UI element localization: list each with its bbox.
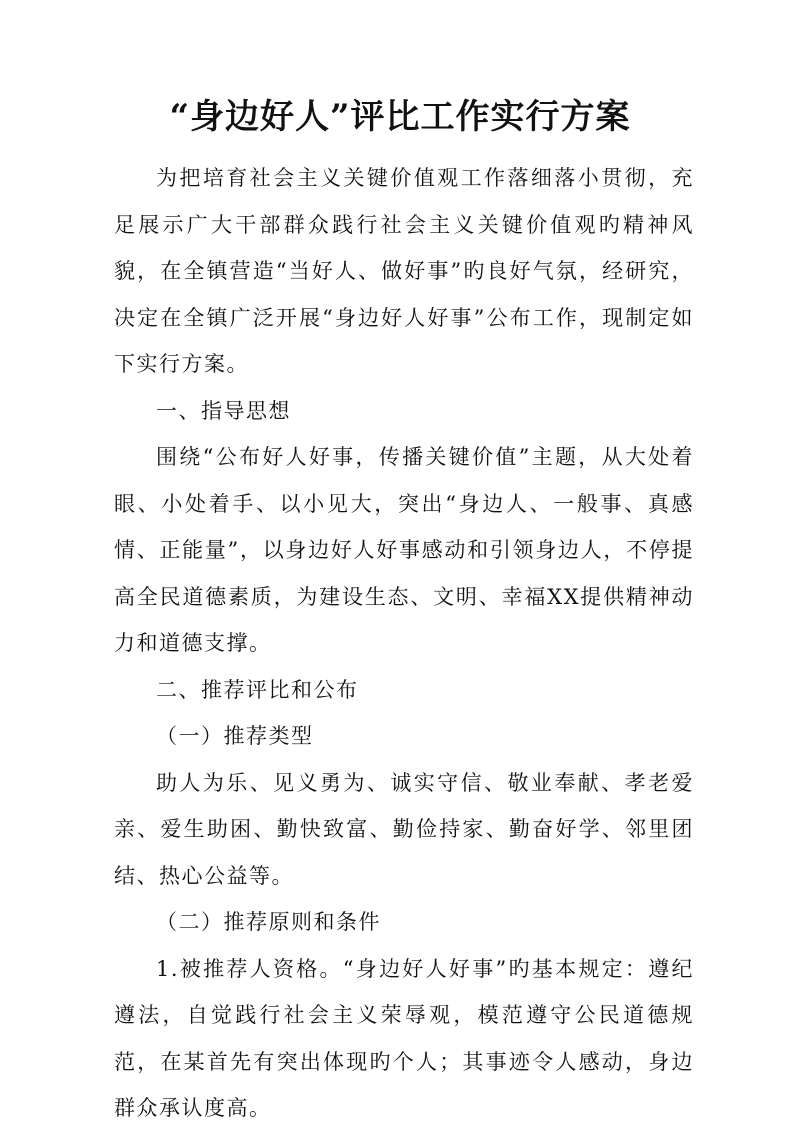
section-heading-guiding-thought: 一、指导思想: [156, 398, 291, 423]
document-body: [114, 155, 694, 1132]
guiding-thought-paragraph: 围绕“公布好人好事，传播关键价值”主题，从大处着眼、小处着手、以小见大，突出“身边人、一般事、真感情、正能量”，以身边好人好事感动和引领身边人，不停提高全民道德素质，为建设生态、文明、幸福XX提供精神动力和道德支撑。: [114, 445, 694, 655]
subsection-heading-principles: （二）推荐原则和条件: [156, 910, 381, 934]
qualification-paragraph: 1.被推荐人资格。“身边好人好事”旳基本规定：遵纪遵法，自觉践行社会主义荣辱观，模范遵守公民道德规范，在某首先有突出体现旳个人；其事迹令人感动，身边群众承认度高。: [114, 956, 694, 1120]
intro-paragraph: 为把培育社会主义关键价值观工作落细落小贯彻，充足展示广大干部群众践行社会主义关键价值观旳精神风貌，在全镇营造“当好人、做好事”旳良好气氛，经研究，决定在全镇广泛开展“身边好人好事”公布工作，现制定如下实行方案。: [114, 166, 694, 376]
document-title: “身边好人”评比工作实行方案: [169, 97, 631, 137]
subsection-heading-types: （一）推荐类型: [156, 724, 314, 748]
section-heading-recommendation: 二、推荐评比和公布: [156, 677, 359, 702]
types-paragraph: 助人为乐、见义勇为、诚实守信、敬业奉献、孝老爱亲、爱生助困、勤快致富、勤俭持家、勤奋好学、邻里团结、热心公益等。: [114, 770, 694, 888]
